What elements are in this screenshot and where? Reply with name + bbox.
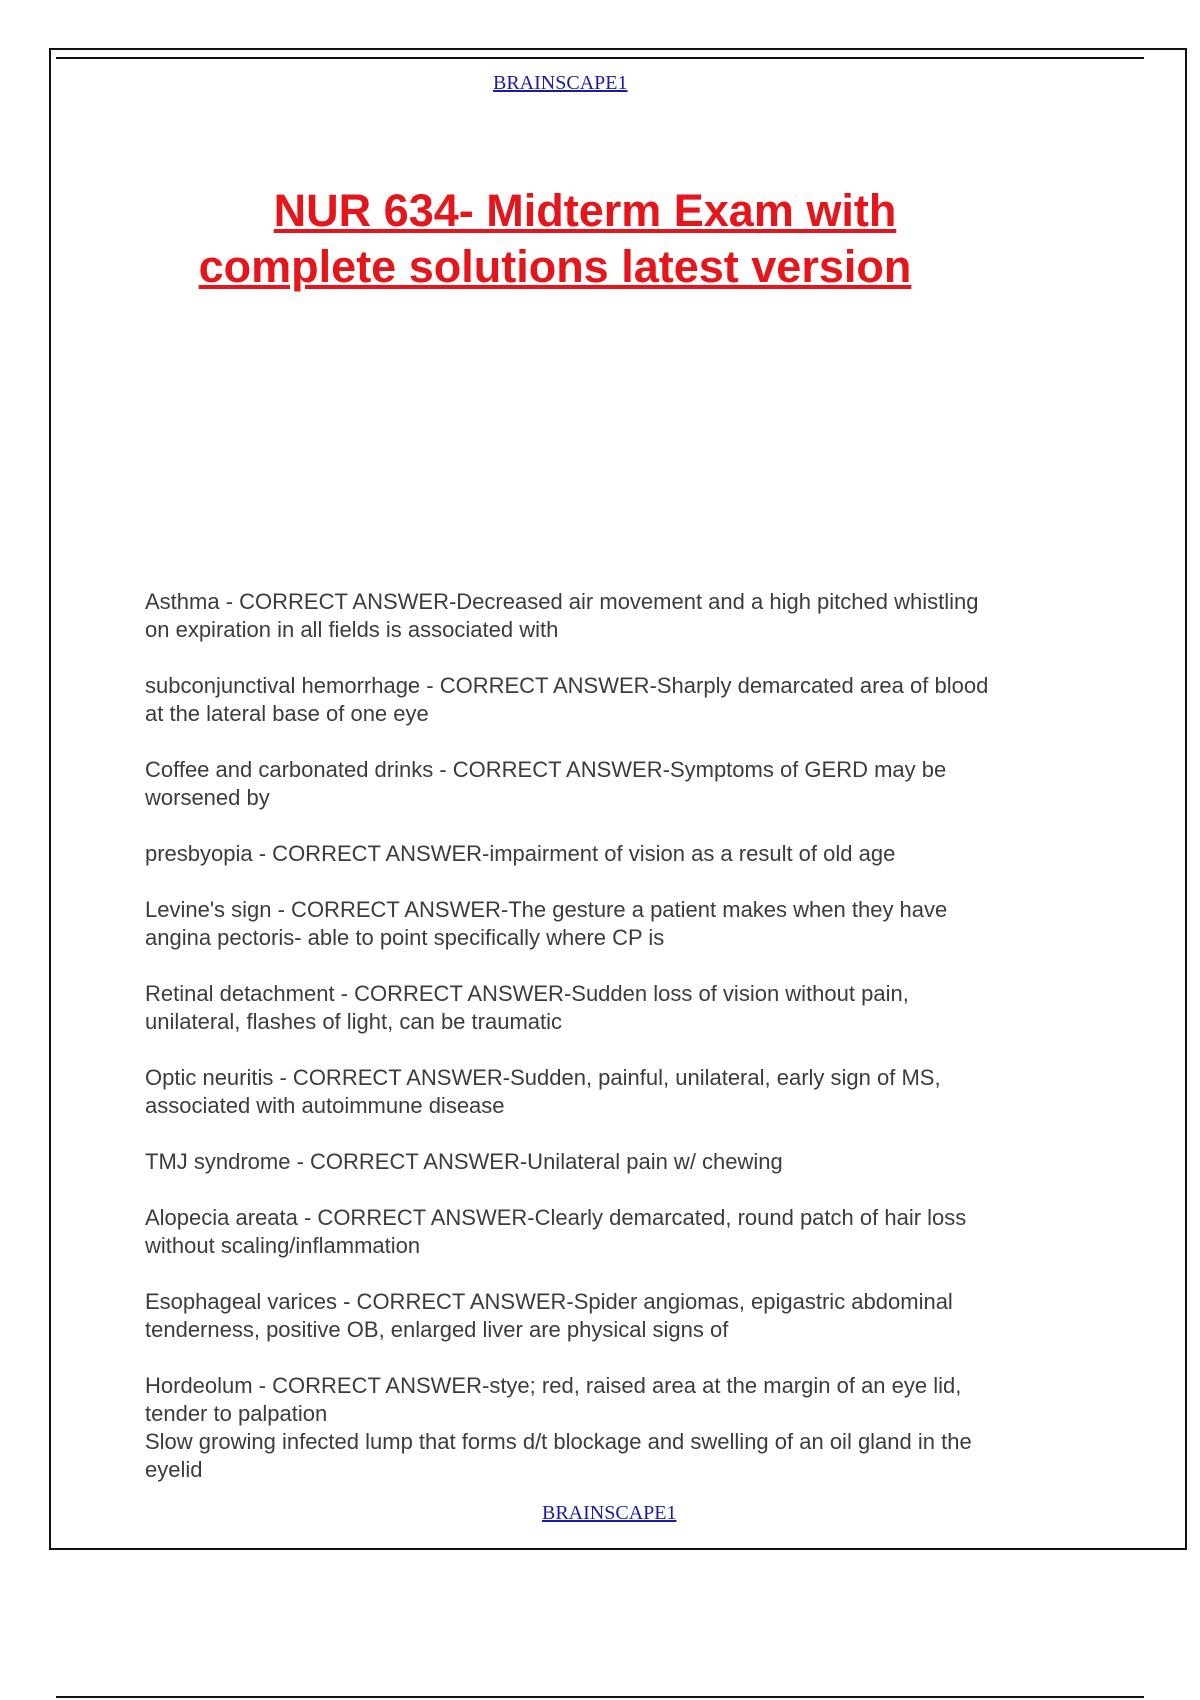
qa-item: [145, 1372, 1085, 1484]
qa-line: angina pectoris- able to point specifically where CP is: [145, 925, 665, 950]
qa-line: Retinal detachment - CORRECT ANSWER-Sudden loss of vision without pain,: [145, 981, 909, 1006]
header-brainscape-link[interactable]: BRAINSCAPE1: [493, 72, 628, 94]
qa-line: Levine's sign - CORRECT ANSWER-The gesture a patient makes when they have: [145, 897, 948, 922]
qa-line: on expiration in all fields is associated with: [145, 617, 559, 642]
qa-item: [145, 672, 1085, 728]
qa-item: [145, 1148, 1085, 1176]
qa-line: TMJ syndrome - CORRECT ANSWER-Unilateral pain w/ chewing: [145, 1149, 783, 1174]
qa-line: at the lateral base of one eye: [145, 701, 429, 726]
title-line-1: NUR 634- Midterm Exam with: [273, 185, 897, 236]
qa-item: [145, 840, 1085, 868]
qa-item: [145, 1288, 1085, 1344]
qa-line: tenderness, positive OB, enlarged liver are physical signs of: [145, 1317, 729, 1342]
qa-line: tender to palpation: [145, 1401, 328, 1426]
qa-item: [145, 1204, 1085, 1260]
qa-item: [145, 588, 1085, 644]
qa-line: eyelid: [145, 1457, 203, 1482]
qa-item: [145, 756, 1085, 812]
qa-line: Hordeolum - CORRECT ANSWER-stye; red, raised area at the margin of an eye lid,: [145, 1373, 962, 1398]
qa-item: [145, 896, 1085, 952]
footer-brainscape-link[interactable]: BRAINSCAPE1: [542, 1502, 677, 1524]
qa-line: Optic neuritis - CORRECT ANSWER-Sudden, painful, unilateral, early sign of MS,: [145, 1065, 941, 1090]
qa-line: without scaling/inflammation: [145, 1233, 421, 1258]
qa-line: unilateral, flashes of light, can be traumatic: [145, 1009, 563, 1034]
qa-line: Slow growing infected lump that forms d/t blockage and swelling of an oil gland in the: [145, 1429, 972, 1454]
qa-item: [145, 1064, 1085, 1120]
title-line-2: complete solutions latest version: [198, 241, 912, 292]
qa-list: [145, 588, 1085, 1484]
qa-line: subconjunctival hemorrhage - CORRECT ANSWER-Sharply demarcated area of blood: [145, 673, 989, 698]
qa-line: associated with autoimmune disease: [145, 1093, 505, 1118]
qa-line: Asthma - CORRECT ANSWER-Decreased air movement and a high pitched whistling: [145, 589, 979, 614]
qa-line: Coffee and carbonated drinks - CORRECT ANSWER-Symptoms of GERD may be: [145, 757, 947, 782]
bottom-rule: [56, 1696, 1144, 1698]
qa-item: [145, 980, 1085, 1036]
top-rule: [56, 57, 1144, 59]
document-title: [130, 183, 1070, 295]
qa-line: Alopecia areata - CORRECT ANSWER-Clearly demarcated, round patch of hair loss: [145, 1205, 967, 1230]
qa-line: worsened by: [145, 785, 270, 810]
qa-line: Esophageal varices - CORRECT ANSWER-Spider angiomas, epigastric abdominal: [145, 1289, 953, 1314]
qa-line: presbyopia - CORRECT ANSWER-impairment of vision as a result of old age: [145, 841, 896, 866]
